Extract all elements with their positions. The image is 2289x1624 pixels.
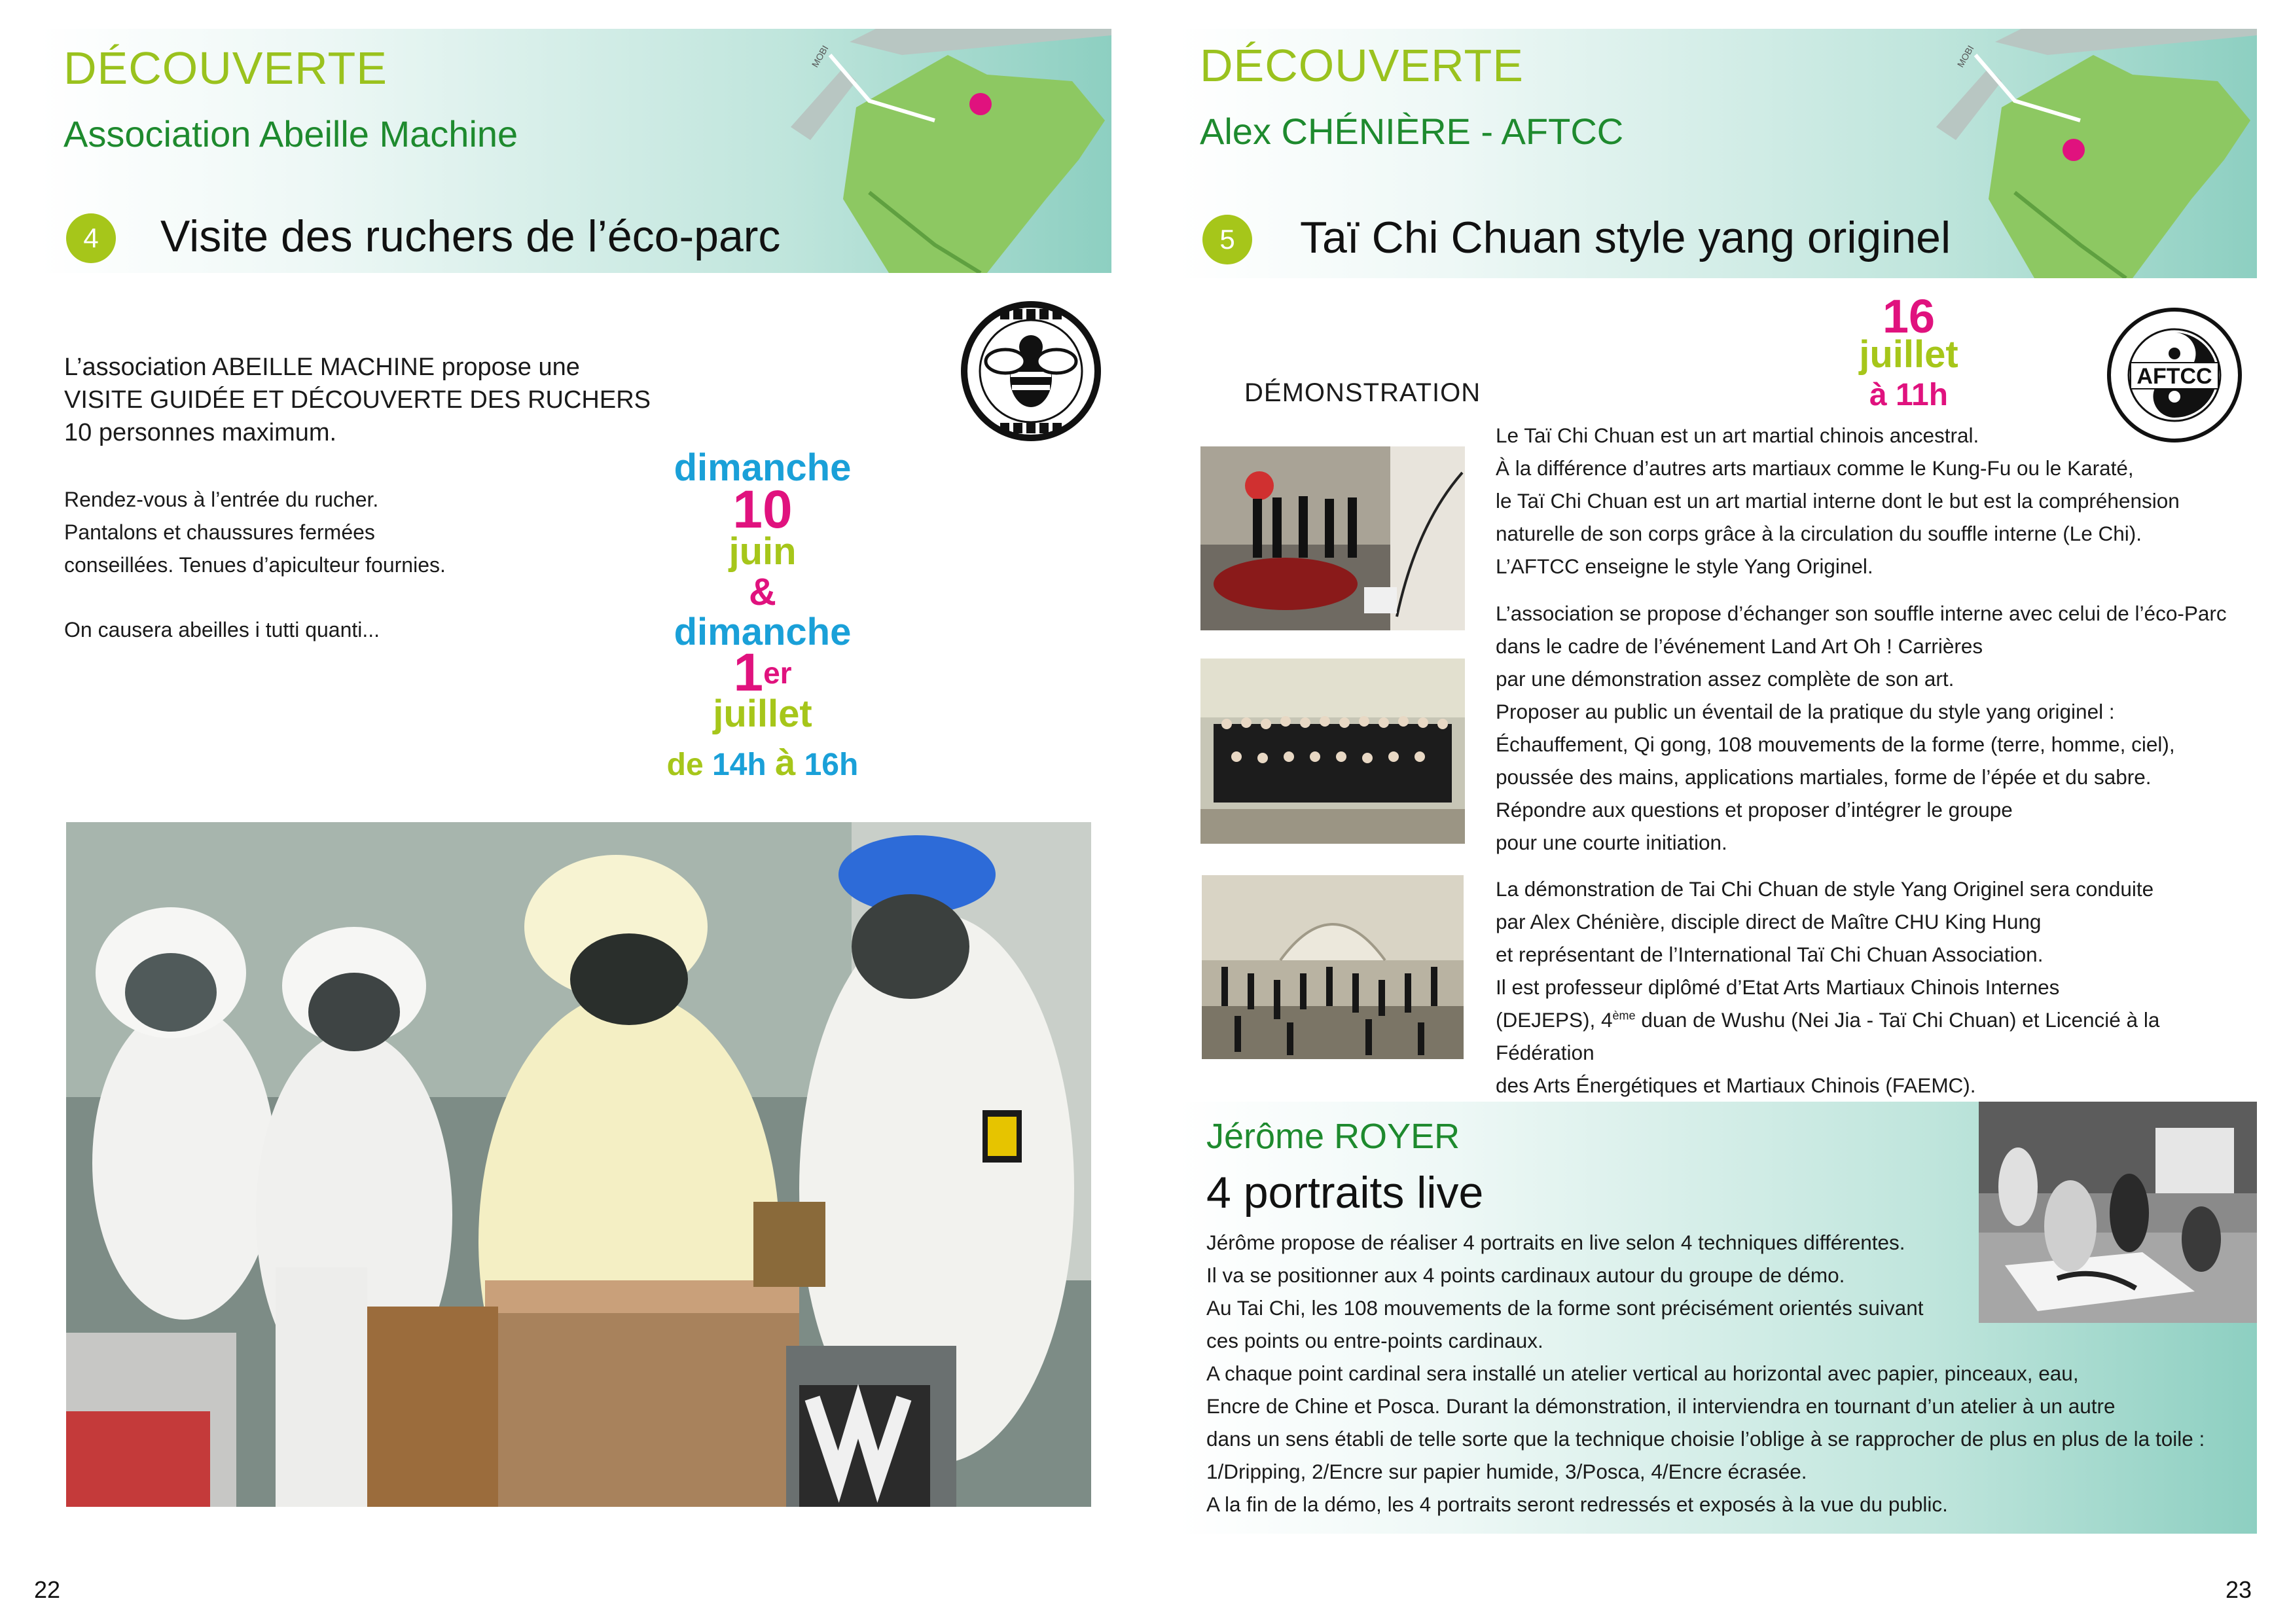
- paragraph-program: L’association se propose d’échanger son souffle interne avec celui de l’éco-Parc dans le cadre de l’événement Land Art Oh ! Carrières par une démonstration assez complète de son art. Proposer au public un éventail de la pratique du style yang originel : Échauffement, Qi gong, 108 mouvements de la forme (terre, homme, ciel), poussée des mains, applications martiales, forme de l’épée et du sabre. Répondre aux questions et proposer d’intégrer le groupe pour une courte initiation.: [1496, 602, 2227, 854]
- site-map: [1917, 29, 2257, 278]
- event-number: 4: [66, 213, 116, 263]
- details-text: Rendez-vous à l’entrée du rucher. Pantalons et chaussures fermées conseillées. Tenues d’apiculteur fournies.: [64, 488, 446, 577]
- taichi-photo-2: [1200, 659, 1465, 844]
- svg-text:AFTCC: AFTCC: [2136, 364, 2212, 389]
- paragraph-instructor: La démonstration de Tai Chi Chuan de style Yang Originel sera conduite par Alex Chénière, disciple direct de Maître CHU King Hung et représentant de l’International Taï Chi Chuan Association. Il est professeur diplômé d’Etat Arts Martiaux Chinois Internes (DEJEPS), 4ème duan de Wushu (Nei Jia - Taï Chi Chuan) et Licencié à la Fédération des Arts Énergétiques et Martiaux Chinois (FAEMC).: [1496, 877, 2160, 1097]
- closing-text: On causera abeilles i tutti quanti...: [64, 618, 380, 641]
- header-band: [39, 29, 1111, 273]
- map-label: MOBI: [809, 43, 831, 69]
- event-dates: dimanche 10 juin & dimanche 1er juillet de 14h à 16h: [666, 446, 859, 783]
- event-number: 5: [1202, 215, 1252, 264]
- event-title: Taï Chi Chuan style yang originel: [1300, 213, 1951, 262]
- left-page: [0, 0, 1144, 1624]
- event-title: Visite des ruchers de l’éco-parc: [160, 211, 781, 261]
- demo-label: DÉMONSTRATION: [1244, 378, 1481, 407]
- kicker: DÉCOUVERTE: [63, 43, 388, 94]
- map-label: MOBI: [1955, 43, 1976, 69]
- taichi-photo-1: [1200, 446, 1465, 630]
- artist-name: Jérôme ROYER: [1206, 1117, 1460, 1156]
- event-date: 16 juillet à 11h: [1859, 291, 1958, 412]
- org-name: Association Abeille Machine: [63, 113, 518, 154]
- page-number: 22: [34, 1576, 61, 1603]
- taichi-photo-3: [1202, 875, 1464, 1059]
- right-page: [1145, 0, 2289, 1624]
- org-name: Alex CHÉNIÈRE - AFTCC: [1200, 111, 1624, 152]
- kicker: DÉCOUVERTE: [1200, 40, 1524, 91]
- paragraph-intro: Le Taï Chi Chuan est un art martial chinois ancestral. À la différence d’autres arts martiaux comme le Kung-Fu ou le Karaté, le Taï Chi Chuan est un art martial interne dont le but est la compréhension naturelle de son corps grâce à la circulation du souffle interne (Le Chi). L’AFTCC enseigne le style Yang Originel.: [1496, 424, 2180, 578]
- artist-description: Jérôme propose de réaliser 4 portraits en live selon 4 techniques différentes. Il va se positionner aux 4 points cardinaux autour du groupe de démo. Au Tai Chi, les 108 mouvements de la forme sont précisément orientés suivant ces points ou entre-points cardinaux. A chaque point cardinal sera installé un atelier vertical au horizontal avec papier, pinceaux, eau, Encre de Chine et Posca. Durant la démonstration, il interviendra en tournant d’un atelier à un autre dans un sens établi de telle sorte que la technique choisie l’oblige à se rapprocher de plus en plus de la toile : 1/Dripping, 2/Encre sur papier humide, 3/Posca, 4/Encre écrasée. A la fin de la démo, les 4 portraits seront redressés et exposés à la vue du public.: [1206, 1231, 2205, 1516]
- bee-logo: [961, 301, 1101, 441]
- page-number: 23: [2226, 1576, 2252, 1603]
- artist-title: 4 portraits live: [1206, 1168, 1484, 1218]
- header-band: [1179, 29, 2257, 278]
- beekeepers-photo: [66, 822, 1091, 1507]
- site-map: [771, 29, 1111, 273]
- royer-band: [1179, 1102, 2257, 1534]
- intro-text: L’association ABEILLE MACHINE propose une VISITE GUIDÉE ET DÉCOUVERTE DES RUCHERS 10 personnes maximum.: [64, 353, 651, 446]
